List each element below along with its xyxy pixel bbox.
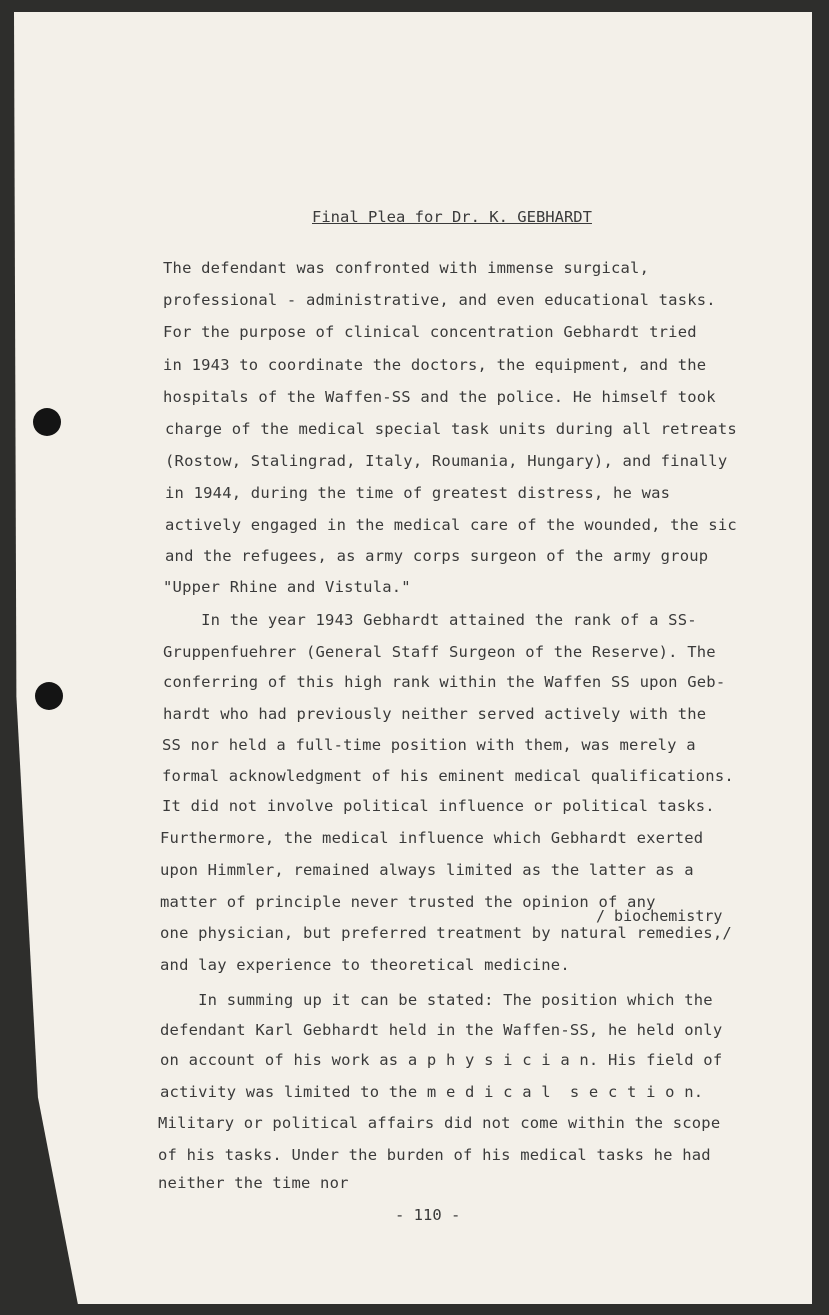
body-line: hospitals of the Waffen-SS and the police. He himself took <box>163 388 716 406</box>
body-line: matter of principle never trusted the opinion of any <box>160 893 656 911</box>
body-line: Military or political affairs did not come within the scope <box>158 1114 721 1132</box>
body-line: actively engaged in the medical care of the wounded, the sic <box>165 516 737 534</box>
body-line: in 1944, during the time of greatest distress, he was <box>165 484 671 502</box>
body-line: hardt who had previously neither served actively with the <box>163 705 707 723</box>
body-line: and lay experience to theoretical medicine. <box>160 956 570 974</box>
body-line: of his tasks. Under the burden of his medical tasks he had <box>158 1146 711 1164</box>
body-line: professional - administrative, and even educational tasks. <box>163 291 716 309</box>
body-line: For the purpose of clinical concentration Gebhardt tried <box>163 323 697 341</box>
document-title: Final Plea for Dr. K. GEBHARDT <box>312 208 592 226</box>
body-line: Gruppenfuehrer (General Staff Surgeon of the Reserve). The <box>163 643 716 661</box>
body-line: It did not involve political influence or political tasks. <box>162 797 715 815</box>
body-line: In the year 1943 Gebhardt attained the rank of a SS- <box>163 611 697 629</box>
body-line: activity was limited to the m e d i c a l s e c t i o n. <box>160 1083 704 1101</box>
body-line: formal acknowledgment of his eminent medical qualifications. <box>162 767 734 785</box>
body-line: In summing up it can be stated: The position which the <box>160 991 713 1009</box>
body-line: in 1943 to coordinate the doctors, the equipment, and the <box>163 356 707 374</box>
body-line: defendant Karl Gebhardt held in the Waffen-SS, he held only <box>160 1021 723 1039</box>
body-line: "Upper Rhine and Vistula." <box>163 578 411 596</box>
body-line: charge of the medical special task units during all retreats <box>165 420 737 438</box>
handwritten-insertion: / biochemistry <box>596 907 723 925</box>
punch-hole-top <box>33 408 61 436</box>
punch-hole-bottom <box>35 682 63 710</box>
page-number: - 110 - <box>395 1206 461 1224</box>
body-line: conferring of this high rank within the Waffen SS upon Geb- <box>163 673 726 691</box>
body-line: SS nor held a full-time position with them, was merely a <box>162 736 696 754</box>
body-line: on account of his work as a p h y s i c i a n. His field of <box>160 1051 723 1069</box>
body-line: (Rostow, Stalingrad, Italy, Roumania, Hungary), and finally <box>165 452 728 470</box>
body-line: Furthermore, the medical influence which Gebhardt exerted <box>160 829 704 847</box>
body-line: one physician, but preferred treatment by natural remedies,/ <box>160 924 732 942</box>
body-line: neither the time nor <box>158 1174 349 1192</box>
body-line: and the refugees, as army corps surgeon of the army group <box>165 547 709 565</box>
body-line: upon Himmler, remained always limited as the latter as a <box>160 861 694 879</box>
body-line: The defendant was confronted with immense surgical, <box>163 259 650 277</box>
